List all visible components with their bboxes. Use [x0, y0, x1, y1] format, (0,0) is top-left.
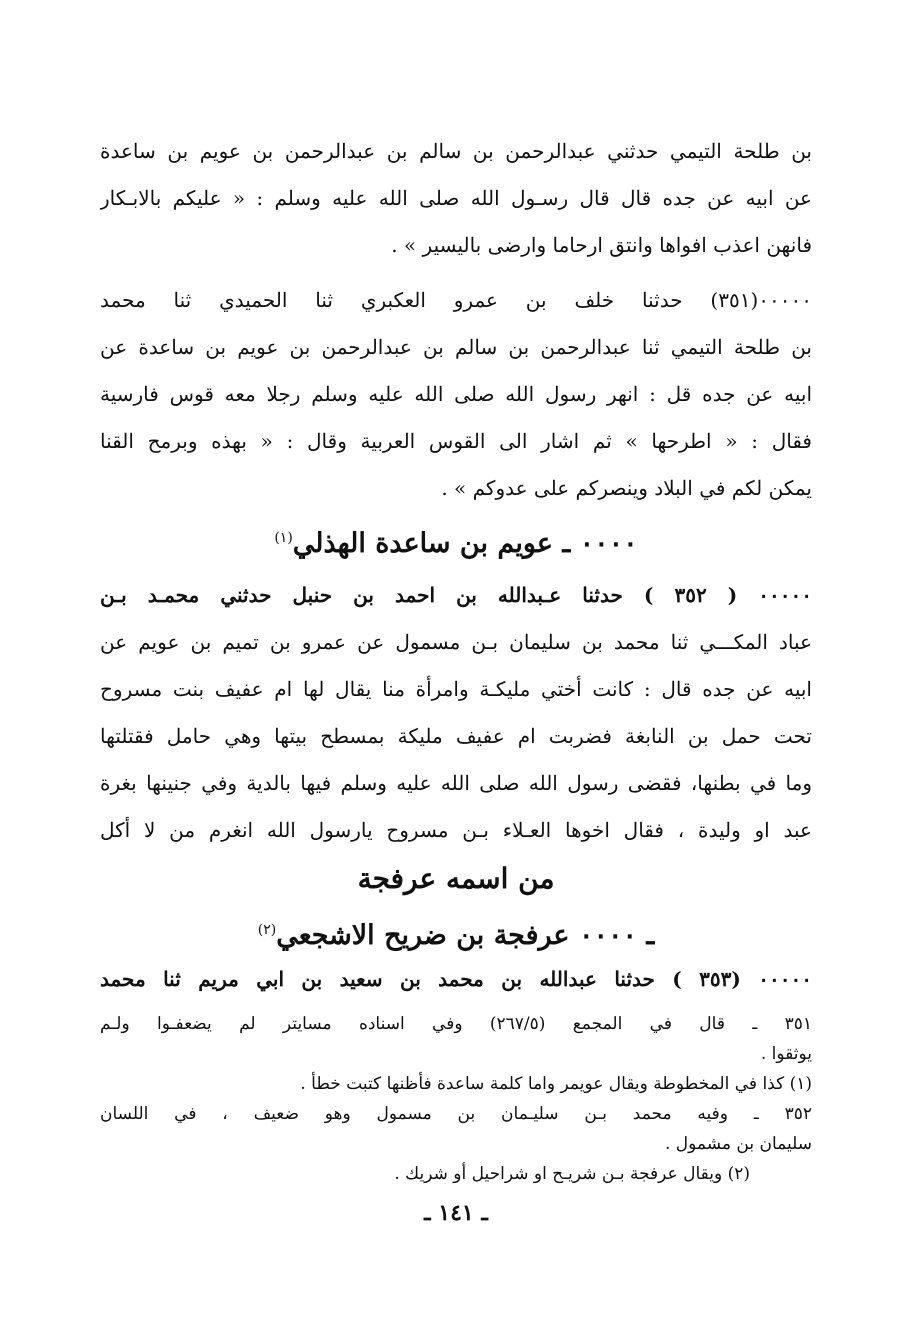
- heading-arfaja-ibn-darih: [100, 904, 812, 956]
- heading-text: ـ ٠٠٠٠ عرفجة بن ضريح الاشجعي: [276, 920, 655, 951]
- spacer: [100, 564, 812, 572]
- text-line: فقال : « اطرحها » ثم اشار الى القوس العربية وقال : « بهذه وبرمح القنا: [100, 429, 812, 453]
- footnote-line: (٢) ويقال عرفجة بـن شريـح او شراحيل أو شريك .: [394, 1164, 750, 1184]
- text-line: ٠٠٠٠٠ ( ٣٥٢ ) حدثنا عـبدالله بن احمد بن حنبل حدثني محمـد بـن: [100, 583, 812, 607]
- text-line: بن طلحة التيمي ثنا عبدالرحمن بن سالم بن عبدالرحمن بن عويم بن ساعدة عن: [100, 335, 812, 359]
- footnotes: [100, 1009, 812, 1189]
- footnote-line: ٣٥١ ـ قال في المجمع (٢٦٧/٥) وفي اسناده مسايتر لم يضعفـوا ولـم: [100, 1014, 812, 1034]
- text-line: ٠٠٠٠٠ (٣٥٣ ) حدثنا عبدالله بن محمد بن سعيد بن ابي مريم ثنا محمد: [100, 967, 812, 991]
- document-page: [100, 128, 812, 1231]
- text-line: وما في بطنها، فقضى رسول الله صلى الله عليه وسلم فيها بالدية وفي جنينها بغرة: [100, 771, 812, 795]
- text-line: بن طلحة التيمي حدثني عبدالرحمن بن سالم بن عبدالرحمن بن عويم بن ساعدة: [100, 139, 812, 163]
- section-heading-arfaja: [100, 854, 812, 904]
- text-line: عبد او وليدة ، فقال اخوها العـلاء بـن مسروح يارسول الله انغرم من لا أكل: [100, 818, 812, 842]
- text-line: ٠٠٠٠٠(٣٥١) حدثنا خلف بن عمرو العكبري ثنا الحميدي ثنا محمد: [100, 288, 812, 312]
- heading-uwaym-ibn-saida: [100, 512, 812, 564]
- text-block-1: [100, 128, 812, 269]
- text-line: فانهن اعذب افواها وانتق ارحاما وارضى باليسير » .: [391, 233, 812, 257]
- text-line: ابيه عن جده قل : انهر رسول الله صلى الله عليه وسلم رجلا معه قوس فارسية: [100, 382, 812, 406]
- text-line: عباد المكـــي ثنا محمد بن سليمان بـن مسمول عن عمرو بن تميم بن عويم عن: [100, 630, 812, 654]
- footnote-line: سليمان بن مشمول .: [664, 1134, 812, 1154]
- text-line: تحت حمل بن النابغة فضربت ام عفيف مليكة بمسطح بيتها وهي حامل فقتلتها: [100, 724, 812, 748]
- heading-text: من اسمه عرفجة: [357, 862, 555, 895]
- text-line: يمكن لكم في البلاد وينصركم على عدوكم » .: [441, 476, 812, 500]
- footnote-marker: (٢): [257, 922, 277, 938]
- heading-text: ٠٠٠٠ ـ عويم بن ساعدة الهذلي: [292, 528, 638, 559]
- footnote-line: (١) كذا في المخطوطة ويقال عويمر واما كلمة ساعدة فأظنها كتبت خطأ .: [300, 1074, 812, 1094]
- spacer: [100, 269, 812, 277]
- text-line: ابيه عن جده قال : كانت أختي مليكـة وامرأة منا يقال لها ام عفيف بنت مسروح: [100, 677, 812, 701]
- page-number: ـ ١٤١ ـ: [424, 1200, 488, 1226]
- footnote-line: ٣٥٢ ـ وفيه محمد بـن سليـمان بن مسمول وهو ضعيف ، في اللسان: [100, 1104, 812, 1124]
- hadith-351: [100, 277, 812, 512]
- footnote-line: يوثقوا .: [760, 1044, 812, 1064]
- hadith-353: [100, 956, 812, 1003]
- footnote-marker: (١): [274, 530, 293, 546]
- hadith-352: [100, 572, 812, 854]
- text-line: عن ابيه عن جده قال قال رسـول الله صلى الله عليه وسلم : « عليكم بالابـكار: [100, 186, 812, 210]
